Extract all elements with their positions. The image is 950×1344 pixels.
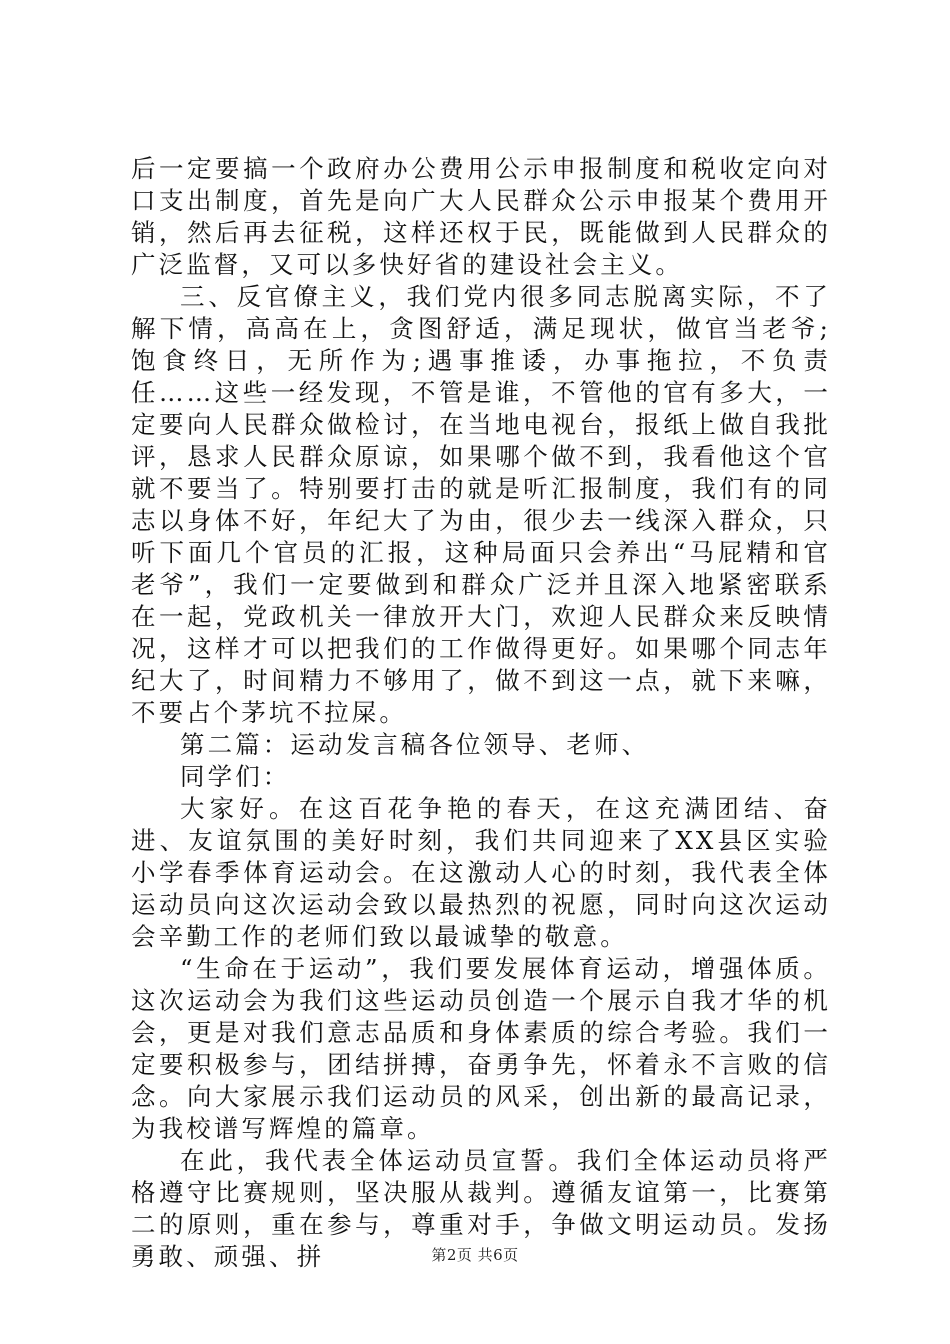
paragraph-6: “生命在于运动”，我们要发展体育运动，增强体质。这次运动会为我们这些运动员创造一个展示自我才华的机会，更是对我们意志品质和身体素质的综合考验。我们一定要积极参与，团结拼搏，奋勇争先，怀着永不言败的信念。向大家展示我们运动员的风采，创出新的最高记录，为我校谱写辉煌的篇章。 [131, 954, 831, 1143]
document-body [131, 153, 831, 1273]
paragraph-4: 同学们： [180, 762, 291, 791]
paragraph-1: 后一定要搞一个政府办公费用公示申报制度和税收定向对口支出制度，首先是向广大人民群众公示申报某个费用开销，然后再去征税，这样还权于民，既能做到人民群众的广泛监督，又可以多快好省的建设社会主义。 [131, 154, 831, 279]
page-footer: 第2页 共6页 [431, 1246, 519, 1264]
paragraph-7: 在此，我代表全体运动员宣誓。我们全体运动员将严格遵守比赛规则，坚决服从裁判。遵循友谊第一，比赛第二的原则，重在参与，尊重对手，争做文明运动员。发扬勇敢、顽强、拼 [131, 1146, 831, 1271]
paragraph-5: 大家好。在这百花争艳的春天，在这充满团结、奋进、友谊氛围的美好时刻，我们共同迎来了XX县区实验小学春季体育运动会。在这激动人心的时刻，我代表全体运动员向这次运动会致以最热烈的祝愿，同时向这次运动会辛勤工作的老师们致以最诚挚的敬意。 [131, 794, 831, 951]
paragraph-2: 三、反官僚主义，我们党内很多同志脱离实际，不了解下情，高高在上，贪图舒适，满足现状，做官当老爷;饱食终日，无所作为;遇事推诿，办事拖拉，不负责任……这些一经发现，不管是谁，不管他的官有多大，一定要向人民群众做检讨，在当地电视台，报纸上做自我批评，恳求人民群众原谅，如果哪个做不到，我看他这个官就不要当了。特别要打击的就是听汇报制度，我们有的同志以身体不好，年纪大了为由，很少去一线深入群众，只听下面几个官员的汇报，这种局面只会养出“马屁精和官老爷”，我们一定要做到和群众广泛并且深入地紧密联系在一起，党政机关一律放开大门，欢迎人民群众来反映情况，这样才可以把我们的工作做得更好。如果哪个同志年纪大了，时间精力不够用了，做不到这一点，就下来嘛，不要占个茅坑不拉屎。 [131, 282, 831, 727]
paragraph-3: 第二篇：运动发言稿各位领导、老师、 [180, 730, 650, 759]
